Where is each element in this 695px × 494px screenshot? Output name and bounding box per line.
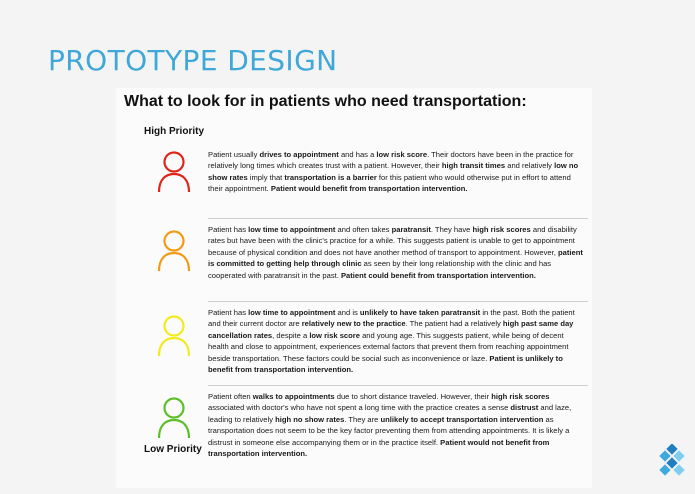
emphasis-text: high risk scores <box>491 392 550 401</box>
person-icon-orange <box>156 229 192 273</box>
emphasis-text: low no show rates <box>208 161 579 182</box>
patient-description-orange <box>208 224 584 281</box>
patient-description-green <box>208 391 584 459</box>
entry-divider <box>208 218 588 219</box>
body-text: and often takes <box>335 225 392 234</box>
entry-divider <box>208 385 588 386</box>
emphasis-text: Patient is unlikely to benefit from transportation intervention. <box>208 353 563 375</box>
emphasis-text: transportation is a barrier <box>284 172 377 182</box>
emphasis-text: low time to appointment <box>248 308 336 317</box>
body-text: Patient often <box>208 392 253 401</box>
emphasis-text: patient is committed to getting help through clinic <box>208 247 583 269</box>
body-text: in the past. Both the patient and their current doctor are <box>208 308 575 329</box>
emphasis-text: high transit times <box>441 161 506 171</box>
body-text: . They are <box>344 414 381 424</box>
emphasis-text: Patient would benefit from transportation intervention. <box>270 184 468 194</box>
slide-title: PROTOTYPE DESIGN <box>48 44 338 77</box>
patient-description-yellow <box>208 307 584 375</box>
body-text: associated with doctor's who have not spent a long time with the practice creates a sense <box>208 403 511 413</box>
emphasis-text: high past same day cancellation rates <box>208 319 574 340</box>
person-icon-yellow <box>156 314 192 358</box>
emphasis-text: drives to appointment <box>259 150 339 159</box>
body-text: and disability rates but have been with the clinic's practice for a while. This suggests patient is unable to get to appointment because of physical condition and does not have another method of transport to appointment. However, <box>208 225 577 257</box>
body-text: and is <box>335 308 360 317</box>
high-priority-label: High Priority <box>144 126 205 137</box>
body-text: Patient has <box>208 308 249 317</box>
emphasis-text: low risk score <box>376 150 428 159</box>
body-text: Patient has <box>208 225 249 234</box>
emphasis-text: Patient would not benefit from transportation intervention. <box>208 437 550 459</box>
emphasis-text: high risk scores <box>472 225 531 234</box>
panel-heading: What to look for in patients who need transportation: <box>124 93 527 110</box>
body-text: Patient usually <box>208 150 260 159</box>
person-icon-green <box>156 396 192 440</box>
emphasis-text: distrust <box>510 403 539 413</box>
body-text: . They have <box>430 225 473 234</box>
emphasis-text: low risk score <box>309 330 360 340</box>
body-text: and relatively <box>505 161 555 171</box>
body-text: imply that <box>247 172 285 182</box>
emphasis-text: relatively new to the practice <box>301 319 406 329</box>
diamond-cluster-logo-icon <box>656 444 688 476</box>
emphasis-text: paratransit <box>391 225 431 234</box>
body-text: as transportation does not seem to be the key factor preventing them from attending appointments. It is likely a distrust in someone else accompanying them or in the practice itself. <box>208 414 570 447</box>
emphasis-text: unlikely to have taken paratransit <box>359 308 481 317</box>
body-text: , despite a <box>272 330 310 340</box>
body-text: and young age. This suggests patient, while being of decent health and close to appointment, experiences external factors that prevent them from reaching appointment beside transportation. These factors could be social such as inconvenience or laze. <box>208 330 569 363</box>
emphasis-text: Patient could benefit from transportation intervention. <box>340 270 536 280</box>
person-icon-red <box>156 150 192 194</box>
entry-divider <box>208 301 588 302</box>
emphasis-text: high no show rates <box>275 414 345 424</box>
body-text: due to short distance traveled. However, their <box>334 392 492 401</box>
body-text: and laze, leading to relatively <box>208 403 572 424</box>
patient-description-red <box>208 149 584 195</box>
emphasis-text: unlikely to accept transportation intervention <box>380 414 544 424</box>
body-text: for this patient who would otherwise put in effort to attend their appointment. <box>208 172 571 194</box>
low-priority-label: Low Priority <box>144 444 202 455</box>
emphasis-text: low time to appointment <box>248 225 336 234</box>
body-text: . The patient had a relatively <box>405 319 503 329</box>
body-text: as seen by their long relationship with the clinic and has cooperated with paratransit in the past. <box>208 259 552 280</box>
body-text: and has a <box>338 150 377 159</box>
transportation-guide-panel <box>116 88 592 488</box>
emphasis-text: walks to appointments <box>252 392 335 401</box>
body-text: . Their doctors have been in the practice for relatively long times which creates trust with a patient. However, their <box>208 150 574 171</box>
